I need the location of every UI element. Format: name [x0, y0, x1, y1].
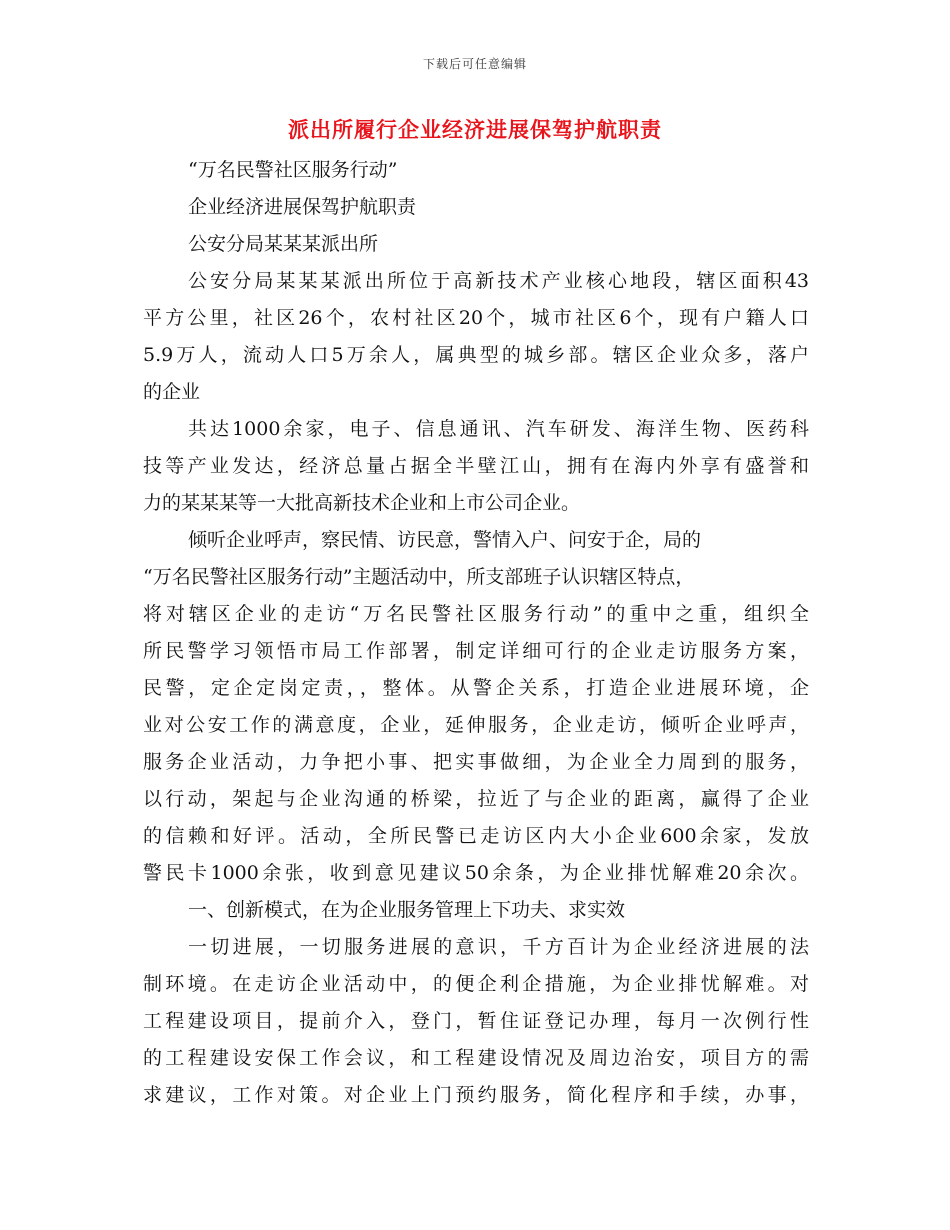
body-line: 一、创新模式，在为企业服务管理上下功夫、求实效	[188, 899, 626, 921]
body-line: 业对公安工作的满意度，企业，延伸服务，企业走访，倾听企业呼声，	[143, 714, 809, 736]
body-line: 共达1000余家，电子、信息通讯、汽车研发、海洋生物、医药科	[188, 418, 809, 440]
body-line: 的企业	[143, 381, 201, 403]
body-line: 将对辖区企业的走访“万名民警社区服务行动”的重中之重，组织全	[143, 603, 809, 625]
body-line: 企业经济进展保驾护航职责	[188, 196, 417, 218]
body-line: 倾听企业呼声，察民情、访民意，警情入户、问安于企，局的	[188, 529, 702, 551]
body-line: 工程建设项目，提前介入，登门，暂住证登记办理，每月一次例行性	[143, 1010, 809, 1032]
body-line: 平方公里，社区26个，农村社区20个，城市社区6个，现有户籍人口	[143, 307, 809, 329]
body-line: 警民卡1000余张，收到意见建议50余条，为企业排忧解难20余次。	[143, 862, 809, 884]
page-header-note: 下载后可任意编辑	[422, 57, 527, 71]
body-line: 技等产业发达，经济总量占据全半壁江山，拥有在海内外享有盛誉和	[143, 455, 809, 477]
body-line: 民警，定企定岗定责，，整体。从警企关系，打造企业进展环境，企	[143, 677, 809, 699]
body-line: 力的某某某等一大批高新技术企业和上市公司企业。	[143, 492, 581, 514]
body-line: 制环境。在走访企业活动中，的便企利企措施，为企业排忧解难。对	[143, 973, 809, 995]
body-line: 一切进展，一切服务进展的意识，千方百计为企业经济进展的法	[188, 936, 809, 958]
body-line: 的信赖和好评。活动，全所民警已走访区内大小企业600余家，发放	[143, 825, 809, 847]
body-line: 以行动，架起与企业沟通的桥梁，拉近了与企业的距离，赢得了企业	[143, 788, 809, 810]
body-line: 公安分局某某某派出所	[188, 233, 379, 255]
body-line: 求建议，工作对策。对企业上门预约服务，简化程序和手续，办事，	[143, 1084, 809, 1106]
body-line: 的工程建设安保工作会议，和工程建设情况及周边治安，项目方的需	[143, 1047, 809, 1069]
body-line: 所民警学习领悟市局工作部署，制定详细可行的企业走访服务方案，	[143, 640, 809, 662]
document-title: 派出所履行企业经济进展保驾护航职责	[288, 117, 662, 142]
body-line: 服务企业活动，力争把小事、把实事做细，为企业全力周到的服务，	[143, 751, 809, 773]
document-body	[143, 152, 809, 1114]
body-line: “万名民警社区服务行动”主题活动中，所支部班子认识辖区特点，	[143, 566, 695, 588]
body-line: “万名民警社区服务行动”	[188, 159, 398, 181]
body-line: 5.9万人，流动人口5万余人，属典型的城乡部。辖区企业众多，落户	[143, 344, 809, 366]
body-line: 公安分局某某某派出所位于高新技术产业核心地段，辖区面积43	[188, 270, 809, 292]
